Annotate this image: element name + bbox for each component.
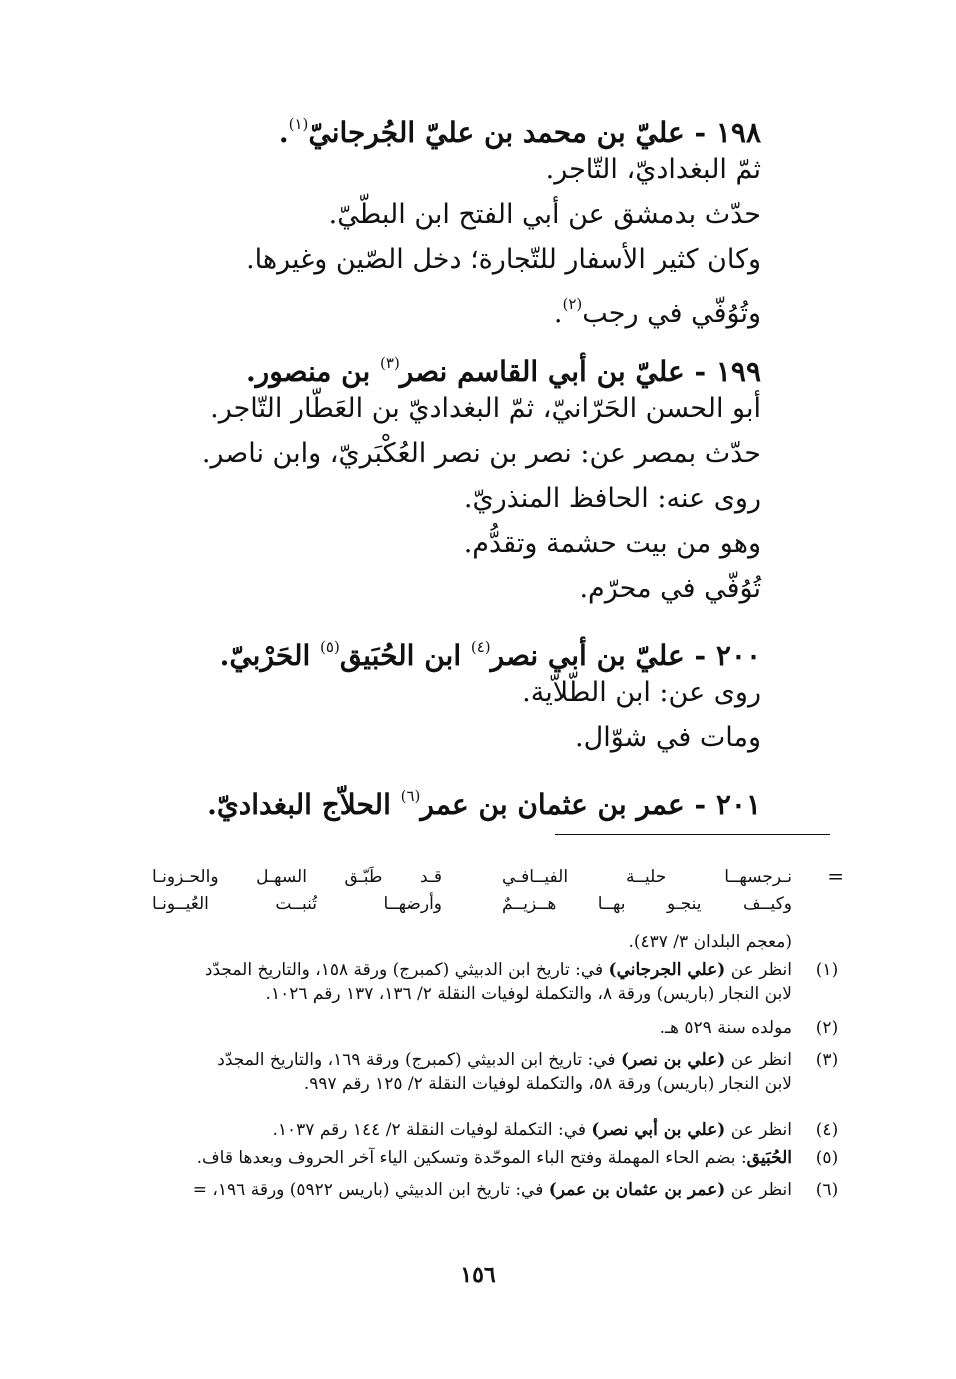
entry-198-title: ١٩٨ - عليّ بن محمد بن عليّ الجُرجانيّ$^{(١)}$. xyxy=(278,115,761,149)
footnote-number: (٣) xyxy=(815,1050,839,1070)
footnote-number: (١) xyxy=(815,960,839,980)
verse-line xyxy=(132,864,792,891)
entry-number: ٢٠١ xyxy=(715,788,761,821)
verse-line xyxy=(132,891,792,918)
footnote-ref: (٥) xyxy=(320,638,340,656)
verse-hemistich: نـرجسهــا حليــة الفيــافـي xyxy=(502,867,792,887)
entry-201-title: ٢٠١ - عمر بن عثمان بن عمر$^{(٦)}$ الحلاّج البغداديّ. xyxy=(207,787,761,821)
entry-line: ومات في شوّال. xyxy=(575,722,761,753)
footnote-2: (٢) مولده سنة ٥٢٩ هـ. xyxy=(104,1016,844,1040)
entry-line: حدّث بدمشق عن أبي الفتح ابن البطّيّ. xyxy=(328,199,761,230)
footnote-6: (٦) انظر عن (عمر بن عثمان بن عمر) في: تاريخ ابن الدبيثي (باريس ٥٩٢٢) ورقة ١٩٦، = xyxy=(104,1178,844,1202)
footnote-ref: (٣) xyxy=(380,354,400,372)
footnote-4: (٤) انظر عن (علي بن أبي نصر) في: التكملة لوفيات النقلة ٢/ ١٤٤ رقم ١٠٣٧. xyxy=(104,1118,844,1142)
page-number: ١٥٦ xyxy=(460,1262,496,1288)
entry-line: روى عن: ابن الطّلاّية. xyxy=(522,677,761,708)
footnote-number: (٤) xyxy=(815,1120,839,1140)
footnote-ref: (٢) xyxy=(562,295,583,313)
verse-hemistich: وأرضهــا تُنبــت العُيــونـا xyxy=(152,894,442,914)
entry-199-title: ١٩٩ - عليّ بن أبي القاسم نصر$^{(٣)}$ بن منصور. xyxy=(245,354,761,388)
entry-line: روى عنه: الحافظ المنذريّ. xyxy=(463,483,761,514)
footnote-separator xyxy=(555,834,830,835)
entry-line: حدّث بمصر عن: نصر بن نصر العُكْبَريّ، وابن ناصر. xyxy=(201,438,761,469)
verse-hemistich: وكيــف ينجـو بهــا هــزيــمٌ xyxy=(502,894,792,914)
entry-line: وكان كثير الأسفار للتّجارة؛ دخل الصّين وغيرها. xyxy=(246,244,761,275)
footnote-ref: (٦) xyxy=(400,787,421,805)
entry-name: عليّ بن أبي نصر xyxy=(490,639,685,672)
footnote-number: (٦) xyxy=(815,1180,839,1200)
entry-line: وتُوُفّي في رجب$^{(٢)}$. xyxy=(553,295,761,329)
entry-line: ثمّ البغداديّ، التّاجر. xyxy=(545,154,761,185)
entry-number: ٢٠٠ xyxy=(715,639,761,672)
footnote-number: (٢) xyxy=(815,1018,839,1038)
footnote-number: (٥) xyxy=(815,1148,839,1168)
verse xyxy=(132,864,792,918)
entry-line: أبو الحسن الحَرّانيّ، ثمّ البغداديّ بن العَطّار التّاجر. xyxy=(210,393,761,424)
entry-number: ١٩٨ xyxy=(715,116,761,149)
verse-hemistich: قـد طَبّـق السهـل والحـزونـا xyxy=(152,867,442,887)
entry-line: وهو من بيت حشمة وتقدُّم. xyxy=(463,528,761,559)
footnote-ref: (٤) xyxy=(470,638,491,656)
entry-200-title: ٢٠٠ - عليّ بن أبي نصر$^{(٤)}$ ابن الحُبَيق$^{(٥)}$ الحَرْبيّ. xyxy=(219,638,761,672)
main-text xyxy=(181,102,761,819)
entry-number: ١٩٩ xyxy=(715,355,761,388)
entry-name: عليّ بن أبي القاسم نصر xyxy=(399,355,685,388)
footnote-1: (١) انظر عن (علي الجرجاني) في: تاريخ ابن الدبيثي (كمبرج) ورقة ١٥٨، والتاريخ المجدّد لابن النجار (باريس) ورقة ٨، والتكملة لوفيات النقلة ٢/ ١٣٦، ١٣٧ رقم ١٠٢٦. xyxy=(104,958,844,1006)
footnote-5: (٥) الحُبَيق: بضم الحاء المهملة وفتح الباء الموحّدة وتسكين الياء آخر الحروف وبعدها قاف. xyxy=(104,1146,844,1170)
entry-name: عمر بن عثمان بن عمر xyxy=(420,788,685,821)
footnote-ref: (١) xyxy=(288,115,309,133)
entry-line: تُوُفّي في محرّم. xyxy=(579,573,761,604)
entry-name: عليّ بن محمد بن عليّ الجُرجانيّ xyxy=(308,116,685,149)
footnote-3: (٣) انظر عن (علي بن نصر) في: تاريخ ابن الدبيثي (كمبرج) ورقة ١٦٩، والتاريخ المجدّد لابن النجار (باريس) ورقة ٥٨، والتكملة لوفيات النقلة ٢/ ١٢٥ رقم ٩٩٧. xyxy=(104,1048,844,1096)
verse-source: (معجم البلدان ٣/ ٤٣٧). xyxy=(628,932,792,952)
continuation-mark: = xyxy=(827,864,844,888)
